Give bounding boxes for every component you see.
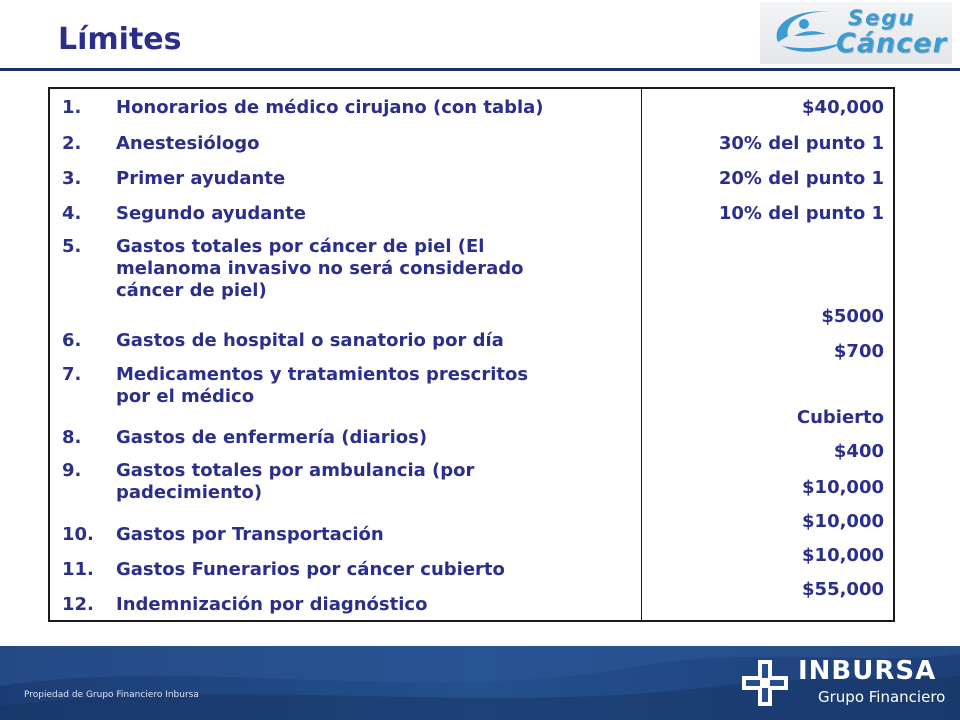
coverage-value: $10,000	[802, 477, 884, 498]
coverage-item	[62, 203, 632, 225]
item-number: 9.	[62, 460, 82, 481]
item-text: padecimiento)	[116, 482, 263, 503]
coverage-item	[62, 524, 632, 546]
item-text: Gastos Funerarios por cáncer cubierto	[116, 559, 505, 580]
inbursa-brand-name: INBURSA	[798, 656, 937, 686]
item-number: 2.	[62, 133, 82, 154]
coverage-value: $55,000	[802, 579, 884, 600]
coverage-item	[62, 236, 632, 302]
item-text: Medicamentos y tratamientos prescritos	[116, 364, 529, 385]
item-number: 3.	[62, 168, 82, 189]
coverage-value: $40,000	[802, 97, 884, 118]
footer-ownership-note: Propiedad de Grupo Financiero Inbursa	[24, 690, 199, 700]
coverage-item	[62, 133, 632, 155]
footer-bar	[0, 646, 960, 720]
item-number: 10.	[62, 524, 94, 545]
coverage-value: $700	[833, 341, 884, 362]
coverage-value: $10,000	[802, 545, 884, 566]
coverage-value: Cubierto	[796, 407, 884, 428]
item-text: Anestesiólogo	[116, 133, 260, 154]
item-number: 6.	[62, 330, 82, 351]
item-text: Segundo ayudante	[116, 203, 307, 224]
coverage-value: 20% del punto 1	[718, 168, 884, 189]
item-number: 4.	[62, 203, 82, 224]
item-number: 7.	[62, 364, 82, 385]
coverage-item	[62, 97, 632, 119]
coverage-value: $5000	[821, 306, 884, 327]
item-text: Primer ayudante	[116, 168, 286, 189]
item-text: Gastos de enfermería (diarios)	[116, 427, 428, 448]
item-number: 12.	[62, 594, 94, 615]
item-text: Gastos totales por cáncer de piel (El	[116, 236, 485, 257]
coverage-item	[62, 168, 632, 190]
item-number: 8.	[62, 427, 82, 448]
item-text: melanoma invasivo no será considerado	[116, 258, 524, 279]
item-number: 5.	[62, 236, 82, 257]
item-text: Gastos totales por ambulancia (por	[116, 460, 475, 481]
item-text: Gastos por Transportación	[116, 524, 384, 545]
inbursa-brand-subtitle: Grupo Financiero	[818, 688, 946, 706]
logo-text-cancer: Cáncer	[836, 28, 947, 59]
item-text: Honorarios de médico cirujano (con tabla)	[116, 97, 544, 118]
table-column-divider	[641, 87, 642, 622]
title-divider	[0, 68, 960, 71]
coverage-value: 30% del punto 1	[718, 133, 884, 154]
coverage-value: $400	[833, 441, 884, 462]
item-text: cáncer de piel)	[116, 280, 267, 301]
coverage-item	[62, 460, 632, 504]
coverage-item	[62, 330, 632, 352]
coverage-value: 10% del punto 1	[718, 203, 884, 224]
coverage-item	[62, 364, 632, 408]
coverage-item	[62, 559, 632, 581]
inbursa-logo-icon	[742, 660, 788, 706]
coverage-item	[62, 594, 632, 616]
item-number: 11.	[62, 559, 94, 580]
item-number: 1.	[62, 97, 82, 118]
segu-cancer-logo	[760, 2, 952, 64]
item-text: Indemnización por diagnóstico	[116, 594, 428, 615]
item-text: Gastos de hospital o sanatorio por día	[116, 330, 504, 351]
coverage-value: $10,000	[802, 511, 884, 532]
item-text: por el médico	[116, 386, 255, 407]
logo-text-segu: Segu	[848, 6, 916, 30]
page-title: Límites	[58, 22, 182, 57]
coverage-item	[62, 427, 632, 449]
